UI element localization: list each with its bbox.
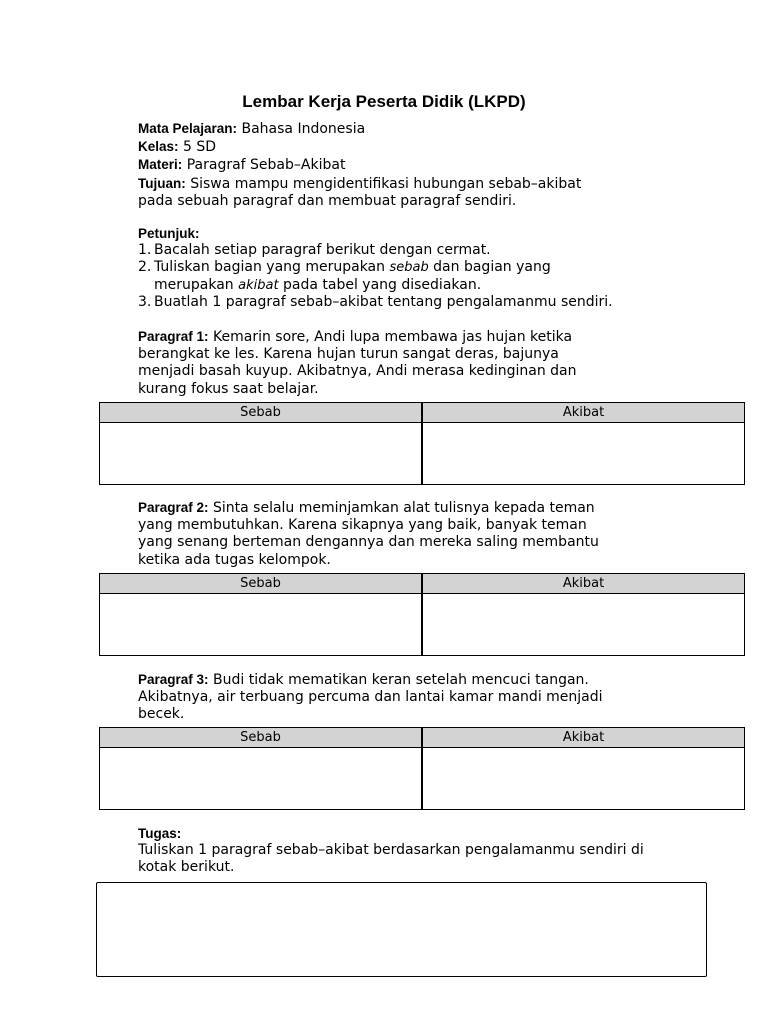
paragraph-line: Akibatnya, air terbuang percuma dan lantai kamar mandi menjadi	[138, 689, 603, 706]
instruction-item	[138, 242, 658, 259]
cause-answer-cell[interactable]	[100, 423, 423, 485]
subject-label: Mata Pelajaran:	[138, 121, 238, 136]
instructions-label: Petunjuk:	[138, 226, 200, 241]
cause-header: Sebab	[100, 574, 423, 594]
paragraph-line: becek.	[138, 706, 185, 723]
paragraph-1	[138, 328, 618, 398]
instruction-text: Tuliskan bagian yang merupakan	[154, 259, 386, 276]
instructions	[138, 225, 658, 311]
instruction-item	[138, 259, 658, 293]
worksheet-info	[138, 120, 638, 210]
instruction-text: Buatlah 1 paragraf sebab–akibat tentang pengalamanmu sendiri.	[154, 293, 613, 310]
task-line: kotak berikut.	[138, 859, 235, 876]
paragraph-line: Sinta selalu meminjamkan alat tulisnya kepada teman	[213, 500, 595, 516]
paragraph-2	[138, 499, 618, 569]
material-value: Paragraf Sebab–Akibat	[186, 157, 346, 174]
paragraph-line: Kemarin sore, Andi lupa membawa jas hujan ketika	[213, 329, 573, 345]
task-answer-box[interactable]	[96, 882, 707, 977]
cause-answer-cell[interactable]	[100, 594, 423, 656]
instructions-list	[138, 242, 658, 311]
material-row	[138, 156, 638, 174]
paragraph-line: berangkat ke les. Karena hujan turun sangat deras, bajunya	[138, 346, 559, 363]
paragraph-3	[138, 671, 618, 724]
instruction-text: merupakan	[154, 276, 234, 293]
goal-row	[138, 175, 638, 193]
effect-header: Akibat	[422, 728, 745, 748]
instruction-emphasis: sebab	[389, 260, 429, 276]
paragraph-line: kurang fokus saat belajar.	[138, 380, 319, 397]
effect-header: Akibat	[422, 574, 745, 594]
cause-effect-table-3	[99, 727, 745, 810]
instruction-number: 3.	[138, 293, 152, 310]
task-section	[138, 825, 678, 877]
task-label: Tugas:	[138, 826, 182, 841]
instruction-item	[138, 294, 658, 311]
goal-line-2: pada sebuah paragraf dan membuat paragraf sendiri.	[138, 192, 517, 209]
effect-answer-cell[interactable]	[422, 423, 745, 485]
cause-answer-cell[interactable]	[100, 748, 423, 810]
cause-header: Sebab	[100, 403, 423, 423]
material-label: Materi:	[138, 157, 183, 173]
goal-label: Tujuan:	[138, 175, 186, 191]
instruction-text: pada tabel yang disediakan.	[283, 276, 482, 293]
class-value: 5 SD	[182, 139, 217, 156]
instruction-number: 2.	[138, 259, 152, 276]
effect-answer-cell[interactable]	[422, 594, 745, 656]
paragraph-line: yang membutuhkan. Karena sikapnya yang baik, banyak teman	[138, 517, 587, 534]
paragraph-label: Paragraf 1:	[138, 329, 209, 344]
paragraph-label: Paragraf 2:	[138, 500, 209, 515]
instruction-number: 1.	[138, 242, 152, 259]
task-line: Tuliskan 1 paragraf sebab–akibat berdasarkan pengalamanmu sendiri di	[138, 842, 644, 859]
paragraph-line: Budi tidak mematikan keran setelah mencuci tangan.	[213, 672, 589, 688]
cause-header: Sebab	[100, 728, 423, 748]
paragraph-line: ketika ada tugas kelompok.	[138, 551, 331, 568]
paragraph-label: Paragraf 3:	[138, 672, 209, 687]
goal-line-1: Siswa mampu mengidentifikasi hubungan sebab–akibat	[190, 175, 582, 192]
paragraph-line: yang senang berteman dengannya dan mereka saling membantu	[138, 534, 599, 551]
instruction-text: Bacalah setiap paragraf berikut dengan cermat.	[154, 242, 491, 259]
cause-effect-table-1	[99, 402, 745, 485]
instruction-text: dan bagian yang	[433, 259, 551, 276]
instruction-emphasis: akibat	[238, 277, 279, 293]
class-label: Kelas:	[138, 139, 179, 155]
subject-value: Bahasa Indonesia	[241, 121, 366, 137]
subject-row	[138, 120, 638, 138]
cause-effect-table-2	[99, 573, 745, 656]
effect-header: Akibat	[422, 403, 745, 423]
effect-answer-cell[interactable]	[422, 748, 745, 810]
paragraph-line: menjadi basah kuyup. Akibatnya, Andi merasa kedinginan dan	[138, 363, 577, 380]
class-row	[138, 138, 638, 156]
page-title: Lembar Kerja Peserta Didik (LKPD)	[242, 92, 526, 111]
